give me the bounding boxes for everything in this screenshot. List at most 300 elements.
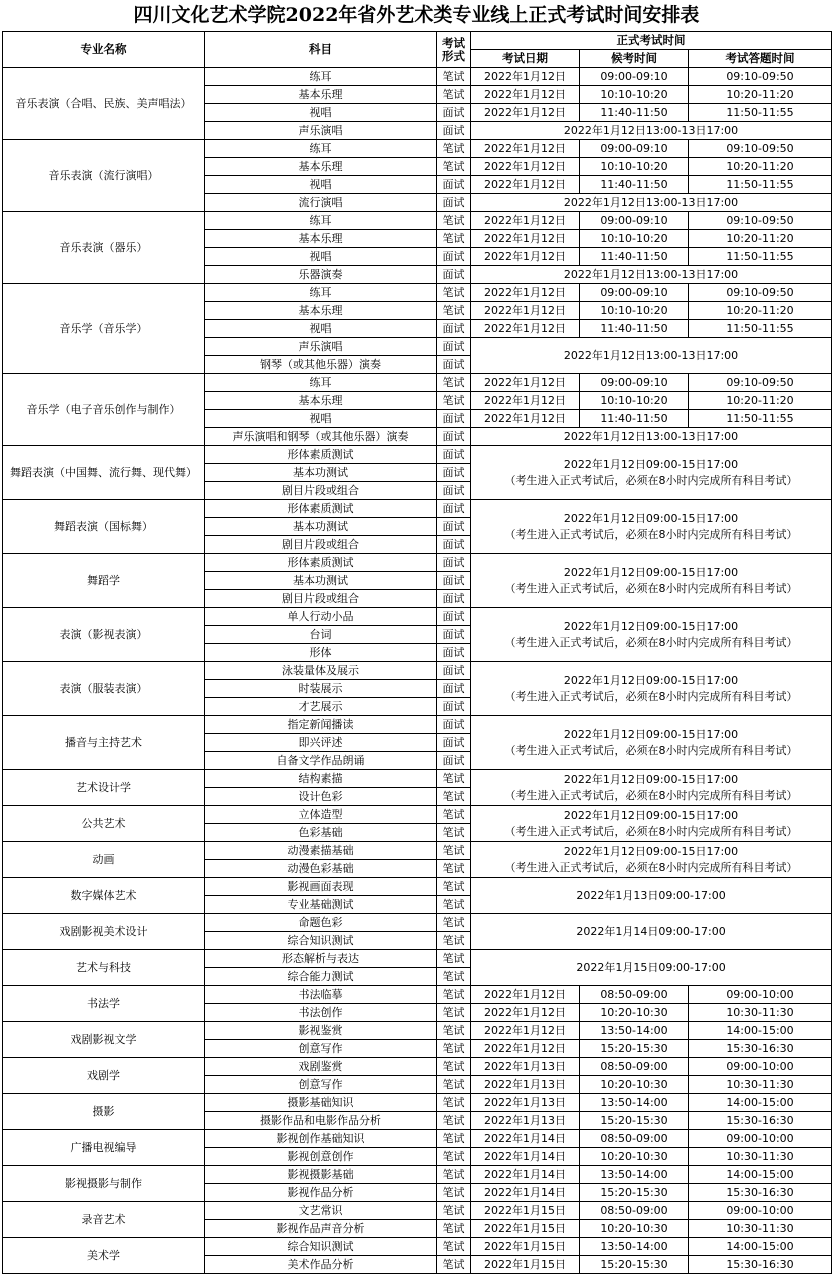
wait-time-cell: 15:20-15:30 <box>580 1040 689 1058</box>
exam-period-text: 2022年1月12日09:00-15日17:00 <box>563 511 739 525</box>
answer-time-cell: 11:50-11:55 <box>689 410 832 428</box>
subject-cell: 钢琴（或其他乐器）演奏 <box>205 356 437 374</box>
form-cell: 面试 <box>437 356 471 374</box>
form-cell: 笔试 <box>437 284 471 302</box>
form-cell: 面试 <box>437 644 471 662</box>
exam-note-text: （考生进入正式考试后，必须在8小时内完成所有科目考试） <box>504 824 798 838</box>
formal-time-cell <box>471 770 832 806</box>
answer-time-cell: 14:00-15:00 <box>689 1022 832 1040</box>
subject-cell: 指定新闻播读 <box>205 716 437 734</box>
form-cell: 笔试 <box>437 392 471 410</box>
subject-cell: 影视创意创作 <box>205 1148 437 1166</box>
header-wait: 候考时间 <box>580 50 689 68</box>
table-row <box>3 1022 832 1040</box>
subject-cell: 文艺常识 <box>205 1202 437 1220</box>
wait-time-cell: 10:20-10:30 <box>580 1076 689 1094</box>
answer-time-cell: 10:20-11:20 <box>689 302 832 320</box>
formal-time-cell <box>471 716 832 770</box>
wait-time-cell: 13:50-14:00 <box>580 1094 689 1112</box>
form-cell: 面试 <box>437 410 471 428</box>
form-cell: 面试 <box>437 176 471 194</box>
subject-cell: 基本功测试 <box>205 572 437 590</box>
answer-time-cell: 15:30-16:30 <box>689 1112 832 1130</box>
wait-time-cell: 13:50-14:00 <box>580 1238 689 1256</box>
formal-time-cell <box>471 446 832 500</box>
table-row <box>3 140 832 158</box>
date-cell: 2022年1月14日 <box>471 1130 580 1148</box>
answer-time-cell: 10:30-11:30 <box>689 1076 832 1094</box>
date-cell: 2022年1月15日 <box>471 1202 580 1220</box>
form-cell: 面试 <box>437 698 471 716</box>
subject-cell: 声乐演唱 <box>205 338 437 356</box>
subject-cell: 基本乐理 <box>205 86 437 104</box>
answer-time-cell: 10:30-11:30 <box>689 1004 832 1022</box>
major-cell: 戏剧影视美术设计 <box>3 914 205 950</box>
form-cell: 笔试 <box>437 68 471 86</box>
subject-cell: 基本功测试 <box>205 464 437 482</box>
subject-cell: 影视画面表现 <box>205 878 437 896</box>
table-row <box>3 446 832 464</box>
major-cell: 公共艺术 <box>3 806 205 842</box>
major-cell: 艺术设计学 <box>3 770 205 806</box>
date-cell: 2022年1月12日 <box>471 86 580 104</box>
table-row <box>3 554 832 572</box>
major-cell: 音乐表演（器乐） <box>3 212 205 284</box>
form-cell: 笔试 <box>437 302 471 320</box>
major-cell: 艺术与科技 <box>3 950 205 986</box>
date-cell: 2022年1月13日 <box>471 1112 580 1130</box>
table-row <box>3 1130 832 1148</box>
form-cell: 笔试 <box>437 1166 471 1184</box>
subject-cell: 立体造型 <box>205 806 437 824</box>
date-cell: 2022年1月13日 <box>471 1094 580 1112</box>
form-cell: 笔试 <box>437 1112 471 1130</box>
wait-time-cell: 11:40-11:50 <box>580 320 689 338</box>
answer-time-cell: 09:10-09:50 <box>689 140 832 158</box>
form-cell: 笔试 <box>437 212 471 230</box>
exam-note-text: （考生进入正式考试后，必须在8小时内完成所有科目考试） <box>504 635 798 649</box>
subject-cell: 形态解析与表达 <box>205 950 437 968</box>
wait-time-cell: 10:20-10:30 <box>580 1220 689 1238</box>
wait-time-cell: 11:40-11:50 <box>580 104 689 122</box>
exam-period-text: 2022年1月12日09:00-15日17:00 <box>563 673 739 687</box>
form-cell: 面试 <box>437 464 471 482</box>
answer-time-cell: 10:30-11:30 <box>689 1220 832 1238</box>
form-cell: 笔试 <box>437 158 471 176</box>
major-cell: 舞蹈表演（中国舞、流行舞、现代舞） <box>3 446 205 500</box>
header-major: 专业名称 <box>3 32 205 68</box>
subject-cell: 自备文学作品朗诵 <box>205 752 437 770</box>
subject-cell: 练耳 <box>205 212 437 230</box>
wait-time-cell: 10:10-10:20 <box>580 392 689 410</box>
exam-period-text: 2022年1月13日09:00-17:00 <box>576 888 726 902</box>
answer-time-cell: 15:30-16:30 <box>689 1040 832 1058</box>
answer-time-cell: 15:30-16:30 <box>689 1184 832 1202</box>
table-row <box>3 914 832 932</box>
subject-cell: 台词 <box>205 626 437 644</box>
subject-cell: 基本乐理 <box>205 302 437 320</box>
exam-period-text: 2022年1月12日09:00-15日17:00 <box>563 565 739 579</box>
wait-time-cell: 09:00-09:10 <box>580 284 689 302</box>
subject-cell: 声乐演唱和钢琴（或其他乐器）演奏 <box>205 428 437 446</box>
table-row <box>3 68 832 86</box>
subject-cell: 视唱 <box>205 320 437 338</box>
date-cell: 2022年1月12日 <box>471 1022 580 1040</box>
exam-note-text: （考生进入正式考试后，必须在8小时内完成所有科目考试） <box>504 788 798 802</box>
subject-cell: 摄影作品和电影作品分析 <box>205 1112 437 1130</box>
date-cell: 2022年1月12日 <box>471 176 580 194</box>
exam-period-text: 2022年1月12日09:00-15日17:00 <box>563 772 739 786</box>
form-cell: 笔试 <box>437 788 471 806</box>
formal-time-cell <box>471 608 832 662</box>
form-cell: 面试 <box>437 320 471 338</box>
form-cell: 笔试 <box>437 1094 471 1112</box>
date-cell: 2022年1月12日 <box>471 104 580 122</box>
subject-cell: 泳装量体及展示 <box>205 662 437 680</box>
formal-time-cell <box>471 806 832 842</box>
major-cell: 音乐表演（流行演唱） <box>3 140 205 212</box>
wait-time-cell: 15:20-15:30 <box>580 1184 689 1202</box>
exam-note-text: （考生进入正式考试后，必须在8小时内完成所有科目考试） <box>504 527 798 541</box>
subject-cell: 流行演唱 <box>205 194 437 212</box>
answer-time-cell: 10:20-11:20 <box>689 230 832 248</box>
major-cell: 录音艺术 <box>3 1202 205 1238</box>
subject-cell: 练耳 <box>205 68 437 86</box>
wait-time-cell: 10:20-10:30 <box>580 1004 689 1022</box>
form-cell: 笔试 <box>437 374 471 392</box>
subject-cell: 剧目片段或组合 <box>205 536 437 554</box>
subject-cell: 影视鉴赏 <box>205 1022 437 1040</box>
exam-note-text: （考生进入正式考试后，必须在8小时内完成所有科目考试） <box>504 473 798 487</box>
wait-time-cell: 09:00-09:10 <box>580 374 689 392</box>
formal-time-cell <box>471 554 832 608</box>
form-cell: 面试 <box>437 734 471 752</box>
form-cell: 面试 <box>437 518 471 536</box>
form-cell: 笔试 <box>437 1184 471 1202</box>
wait-time-cell: 11:40-11:50 <box>580 176 689 194</box>
answer-time-cell: 09:00-10:00 <box>689 1058 832 1076</box>
form-cell: 笔试 <box>437 860 471 878</box>
date-cell: 2022年1月12日 <box>471 248 580 266</box>
wait-time-cell: 09:00-09:10 <box>580 140 689 158</box>
formal-time-cell <box>471 842 832 878</box>
formal-time-cell <box>471 662 832 716</box>
form-cell: 笔试 <box>437 1022 471 1040</box>
major-cell: 舞蹈学 <box>3 554 205 608</box>
form-cell: 笔试 <box>437 950 471 968</box>
table-row <box>3 500 832 518</box>
answer-time-cell: 09:00-10:00 <box>689 1202 832 1220</box>
subject-cell: 影视创作基础知识 <box>205 1130 437 1148</box>
subject-cell: 基本乐理 <box>205 392 437 410</box>
major-cell: 数字媒体艺术 <box>3 878 205 914</box>
exam-period-text: 2022年1月12日13:00-13日17:00 <box>563 429 739 443</box>
exam-period-text: 2022年1月14日09:00-17:00 <box>576 924 726 938</box>
form-cell: 笔试 <box>437 986 471 1004</box>
exam-period-text: 2022年1月12日09:00-15日17:00 <box>563 619 739 633</box>
wait-time-cell: 10:20-10:30 <box>580 1148 689 1166</box>
date-cell: 2022年1月12日 <box>471 1004 580 1022</box>
major-cell: 音乐表演（合唱、民族、美声唱法） <box>3 68 205 140</box>
subject-cell: 书法创作 <box>205 1004 437 1022</box>
formal-time-cell <box>471 194 832 212</box>
header-formal-time: 正式考试时间 <box>471 32 832 50</box>
page-title: 四川文化艺术学院2022年省外艺术类专业线上正式考试时间安排表 <box>133 4 700 26</box>
form-cell: 面试 <box>437 554 471 572</box>
answer-time-cell: 14:00-15:00 <box>689 1166 832 1184</box>
date-cell: 2022年1月12日 <box>471 158 580 176</box>
date-cell: 2022年1月12日 <box>471 320 580 338</box>
form-cell: 笔试 <box>437 1220 471 1238</box>
date-cell: 2022年1月12日 <box>471 212 580 230</box>
subject-cell: 形体素质测试 <box>205 500 437 518</box>
form-cell: 笔试 <box>437 1058 471 1076</box>
form-cell: 笔试 <box>437 1148 471 1166</box>
formal-time-cell <box>471 500 832 554</box>
exam-period-text: 2022年1月12日13:00-13日17:00 <box>563 195 739 209</box>
subject-cell: 命题色彩 <box>205 914 437 932</box>
date-cell: 2022年1月15日 <box>471 1256 580 1274</box>
exam-period-text: 2022年1月12日09:00-15日17:00 <box>563 844 739 858</box>
date-cell: 2022年1月12日 <box>471 986 580 1004</box>
subject-cell: 综合知识测试 <box>205 932 437 950</box>
table-row <box>3 1058 832 1076</box>
subject-cell: 创意写作 <box>205 1040 437 1058</box>
answer-time-cell: 09:10-09:50 <box>689 284 832 302</box>
major-cell: 音乐学（音乐学） <box>3 284 205 374</box>
form-cell: 面试 <box>437 716 471 734</box>
formal-time-cell <box>471 878 832 914</box>
subject-cell: 戏剧鉴赏 <box>205 1058 437 1076</box>
subject-cell: 视唱 <box>205 176 437 194</box>
subject-cell: 动漫色彩基础 <box>205 860 437 878</box>
date-cell: 2022年1月12日 <box>471 374 580 392</box>
form-cell: 面试 <box>437 266 471 284</box>
form-cell: 面试 <box>437 122 471 140</box>
answer-time-cell: 10:30-11:30 <box>689 1148 832 1166</box>
date-cell: 2022年1月14日 <box>471 1148 580 1166</box>
form-cell: 面试 <box>437 500 471 518</box>
subject-cell: 形体 <box>205 644 437 662</box>
subject-cell: 影视摄影基础 <box>205 1166 437 1184</box>
formal-time-cell <box>471 428 832 446</box>
date-cell: 2022年1月15日 <box>471 1220 580 1238</box>
subject-cell: 专业基础测试 <box>205 896 437 914</box>
exam-period-text: 2022年1月12日09:00-15日17:00 <box>563 727 739 741</box>
date-cell: 2022年1月15日 <box>471 1238 580 1256</box>
date-cell: 2022年1月12日 <box>471 284 580 302</box>
date-cell: 2022年1月12日 <box>471 230 580 248</box>
header-subject: 科目 <box>205 32 437 68</box>
major-cell: 戏剧影视文学 <box>3 1022 205 1058</box>
form-cell: 面试 <box>437 590 471 608</box>
major-cell: 表演（服装表演） <box>3 662 205 716</box>
form-cell: 面试 <box>437 194 471 212</box>
subject-cell: 摄影基础知识 <box>205 1094 437 1112</box>
formal-time-cell <box>471 338 832 374</box>
subject-cell: 创意写作 <box>205 1076 437 1094</box>
exam-period-text: 2022年1月12日09:00-15日17:00 <box>563 808 739 822</box>
subject-cell: 综合知识测试 <box>205 1238 437 1256</box>
answer-time-cell: 10:20-11:20 <box>689 86 832 104</box>
date-cell: 2022年1月12日 <box>471 140 580 158</box>
subject-cell: 练耳 <box>205 374 437 392</box>
subject-cell: 动漫素描基础 <box>205 842 437 860</box>
subject-cell: 书法临摹 <box>205 986 437 1004</box>
date-cell: 2022年1月14日 <box>471 1184 580 1202</box>
table-row <box>3 878 832 896</box>
wait-time-cell: 11:40-11:50 <box>580 410 689 428</box>
form-cell: 面试 <box>437 482 471 500</box>
exam-note-text: （考生进入正式考试后，必须在8小时内完成所有科目考试） <box>504 743 798 757</box>
subject-cell: 基本乐理 <box>205 158 437 176</box>
form-cell: 笔试 <box>437 230 471 248</box>
form-cell: 面试 <box>437 104 471 122</box>
wait-time-cell: 08:50-09:00 <box>580 1202 689 1220</box>
subject-cell: 美术作品分析 <box>205 1256 437 1274</box>
header-form: 考试形式 <box>437 32 471 68</box>
exam-period-text: 2022年1月12日13:00-13日17:00 <box>563 348 739 362</box>
formal-time-cell <box>471 122 832 140</box>
header-row <box>3 32 832 50</box>
form-cell: 面试 <box>437 536 471 554</box>
table-row <box>3 662 832 680</box>
answer-time-cell: 15:30-16:30 <box>689 1256 832 1274</box>
exam-period-text: 2022年1月12日09:00-15日17:00 <box>563 457 739 471</box>
table-row <box>3 1202 832 1220</box>
wait-time-cell: 08:50-09:00 <box>580 1058 689 1076</box>
major-cell: 戏剧学 <box>3 1058 205 1094</box>
major-cell: 表演（影视表演） <box>3 608 205 662</box>
exam-period-text: 2022年1月12日13:00-13日17:00 <box>563 123 739 137</box>
table-row <box>3 608 832 626</box>
subject-cell: 影视作品声音分析 <box>205 1220 437 1238</box>
schedule-table <box>2 31 832 1274</box>
form-cell: 面试 <box>437 626 471 644</box>
answer-time-cell: 11:50-11:55 <box>689 248 832 266</box>
form-cell: 面试 <box>437 662 471 680</box>
table-row <box>3 284 832 302</box>
exam-period-text: 2022年1月15日09:00-17:00 <box>576 960 726 974</box>
formal-time-cell <box>471 266 832 284</box>
wait-time-cell: 09:00-09:10 <box>580 68 689 86</box>
form-cell: 笔试 <box>437 1076 471 1094</box>
subject-cell: 剧目片段或组合 <box>205 482 437 500</box>
subject-cell: 才艺展示 <box>205 698 437 716</box>
table-row <box>3 212 832 230</box>
subject-cell: 结构素描 <box>205 770 437 788</box>
major-cell: 美术学 <box>3 1238 205 1274</box>
date-cell: 2022年1月13日 <box>471 1058 580 1076</box>
major-cell: 书法学 <box>3 986 205 1022</box>
date-cell: 2022年1月13日 <box>471 1076 580 1094</box>
formal-time-cell <box>471 950 832 986</box>
subject-cell: 时装展示 <box>205 680 437 698</box>
form-cell: 笔试 <box>437 86 471 104</box>
exam-note-text: （考生进入正式考试后，必须在8小时内完成所有科目考试） <box>504 689 798 703</box>
date-cell: 2022年1月12日 <box>471 302 580 320</box>
major-cell: 播音与主持艺术 <box>3 716 205 770</box>
exam-note-text: （考生进入正式考试后，必须在8小时内完成所有科目考试） <box>504 581 798 595</box>
wait-time-cell: 08:50-09:00 <box>580 986 689 1004</box>
table-row <box>3 374 832 392</box>
form-cell: 笔试 <box>437 842 471 860</box>
subject-cell: 即兴评述 <box>205 734 437 752</box>
table-row <box>3 770 832 788</box>
subject-cell: 单人行动小品 <box>205 608 437 626</box>
form-cell: 面试 <box>437 248 471 266</box>
table-row <box>3 1094 832 1112</box>
form-cell: 笔试 <box>437 824 471 842</box>
wait-time-cell: 15:20-15:30 <box>580 1256 689 1274</box>
subject-cell: 乐器演奏 <box>205 266 437 284</box>
form-cell: 笔试 <box>437 140 471 158</box>
form-cell: 笔试 <box>437 806 471 824</box>
form-cell: 面试 <box>437 572 471 590</box>
answer-time-cell: 09:00-10:00 <box>689 986 832 1004</box>
form-cell: 笔试 <box>437 1256 471 1274</box>
form-cell: 笔试 <box>437 770 471 788</box>
form-cell: 笔试 <box>437 1004 471 1022</box>
answer-time-cell: 10:20-11:20 <box>689 392 832 410</box>
table-row <box>3 1166 832 1184</box>
wait-time-cell: 10:10-10:20 <box>580 86 689 104</box>
answer-time-cell: 09:10-09:50 <box>689 212 832 230</box>
answer-time-cell: 10:20-11:20 <box>689 158 832 176</box>
exam-note-text: （考生进入正式考试后，必须在8小时内完成所有科目考试） <box>504 860 798 874</box>
answer-time-cell: 11:50-11:55 <box>689 176 832 194</box>
date-cell: 2022年1月14日 <box>471 1166 580 1184</box>
answer-time-cell: 14:00-15:00 <box>689 1238 832 1256</box>
table-row <box>3 986 832 1004</box>
subject-cell: 设计色彩 <box>205 788 437 806</box>
form-cell: 笔试 <box>437 878 471 896</box>
header-date: 考试日期 <box>471 50 580 68</box>
form-cell: 笔试 <box>437 896 471 914</box>
date-cell: 2022年1月12日 <box>471 410 580 428</box>
wait-time-cell: 13:50-14:00 <box>580 1022 689 1040</box>
wait-time-cell: 10:10-10:20 <box>580 230 689 248</box>
exam-period-text: 2022年1月12日13:00-13日17:00 <box>563 267 739 281</box>
subject-cell: 色彩基础 <box>205 824 437 842</box>
subject-cell: 基本乐理 <box>205 230 437 248</box>
subject-cell: 练耳 <box>205 284 437 302</box>
date-cell: 2022年1月12日 <box>471 1040 580 1058</box>
form-cell: 面试 <box>437 752 471 770</box>
subject-cell: 综合能力测试 <box>205 968 437 986</box>
answer-time-cell: 14:00-15:00 <box>689 1094 832 1112</box>
table-row <box>3 950 832 968</box>
form-cell: 面试 <box>437 608 471 626</box>
form-cell: 笔试 <box>437 914 471 932</box>
formal-time-cell <box>471 914 832 950</box>
wait-time-cell: 15:20-15:30 <box>580 1112 689 1130</box>
subject-cell: 视唱 <box>205 104 437 122</box>
answer-time-cell: 09:10-09:50 <box>689 68 832 86</box>
subject-cell: 形体素质测试 <box>205 446 437 464</box>
wait-time-cell: 11:40-11:50 <box>580 248 689 266</box>
form-cell: 面试 <box>437 680 471 698</box>
form-cell: 笔试 <box>437 1238 471 1256</box>
form-cell: 笔试 <box>437 1040 471 1058</box>
form-cell: 笔试 <box>437 1130 471 1148</box>
form-cell: 面试 <box>437 446 471 464</box>
subject-cell: 剧目片段或组合 <box>205 590 437 608</box>
major-cell: 舞蹈表演（国标舞） <box>3 500 205 554</box>
form-cell: 面试 <box>437 428 471 446</box>
form-cell: 笔试 <box>437 932 471 950</box>
subject-cell: 视唱 <box>205 248 437 266</box>
